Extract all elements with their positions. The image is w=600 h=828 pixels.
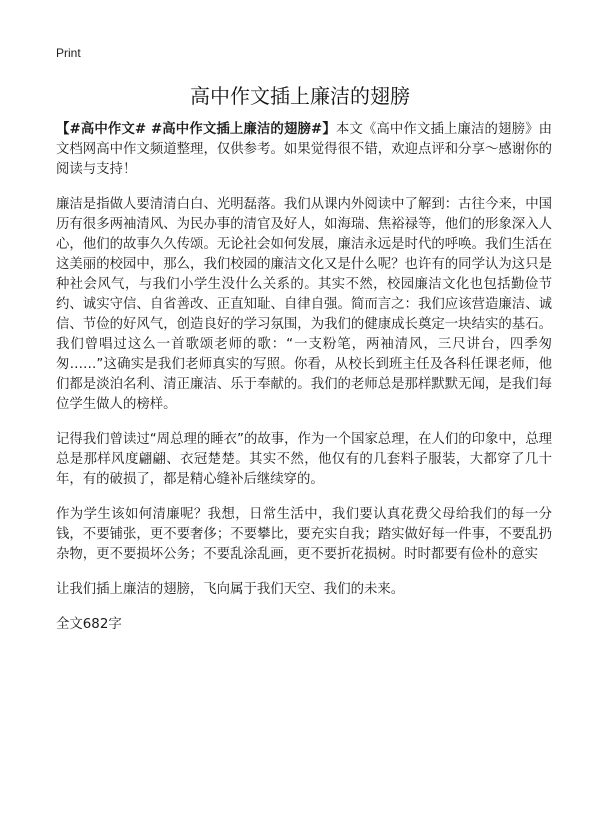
article-title: 高中作文插上廉洁的翅膀 <box>190 84 410 108</box>
body-paragraph-4: 让我们插上廉洁的翅膀，飞向属于我们天空、我们的未来。 <box>56 582 405 597</box>
lead-tag: 【#高中作文# #高中作文插上廉洁的翅膀#】 <box>56 122 336 137</box>
lead-paragraph <box>56 120 552 180</box>
body-paragraph-2: 记得我们曾读过“周总理的睡衣”的故事，作为一个国家总理，在人们的印象中，总理总是那样风度翩翩、衣冠楚楚。其实不然，他仅有的几套料子服装，大都穿了几十年，有的破损了，都是精心缝补后继续穿的。 <box>56 432 552 487</box>
word-count: 全文682字 <box>56 617 122 632</box>
article-body <box>56 120 552 635</box>
body-paragraph-3: 作为学生该如何清廉呢？我想，日常生活中，我们要认真花费父母给我们的每一分钱，不要铺张，更不要奢侈；不要攀比，要充实自我；踏实做好每一件事，不要乱扔杂物，更不要损坏公务；不要乱涂乱画，更不要折花损树。时时都要有俭朴的意实 <box>56 507 552 562</box>
body-paragraph-1: 廉洁是指做人要清清白白、光明磊落。我们从课内外阅读中了解到：古往今来，中国历有很多两袖清风、为民办事的清官及好人，如海瑞、焦裕禄等，他们的形象深入人心，他们的故事久久传颂。无论社会如何发展，廉洁永远是时代的呼唤。我们生活在这美丽的校园中，那么，我们校园的廉洁文化又是什么呢？也许有的同学认为这只是种社会风气，与我们小学生没什么关系的。其实不然，校园廉洁文化也包括勤俭节约、诚实守信、自省善改、正直知耻、自律自强。简而言之：我们应该营造廉洁、诚信、节俭的好风气，创造良好的学习氛围，为我们的健康成长奠定一块结实的基石。我们曾唱过这么一首歌颂老师的歌：“一支粉笔，两袖清风，三尺讲台，四季匆匆……”这确实是我们老师真实的写照。你看，从校长到班主任及各科任课老师，他们都是淡泊名利、清正廉洁、乐于奉献的。我们的老师总是那样默默无闻，是我们每位学生做人的榜样。 <box>56 197 552 412</box>
lead-text: 本文《高中作文插上廉洁的翅膀》由文档网高中作文频道整理，仅供参考。如果觉得很不错，欢迎点评和分享～感谢你的阅读与支持！ <box>56 122 552 177</box>
print-link[interactable]: Print <box>56 46 81 60</box>
